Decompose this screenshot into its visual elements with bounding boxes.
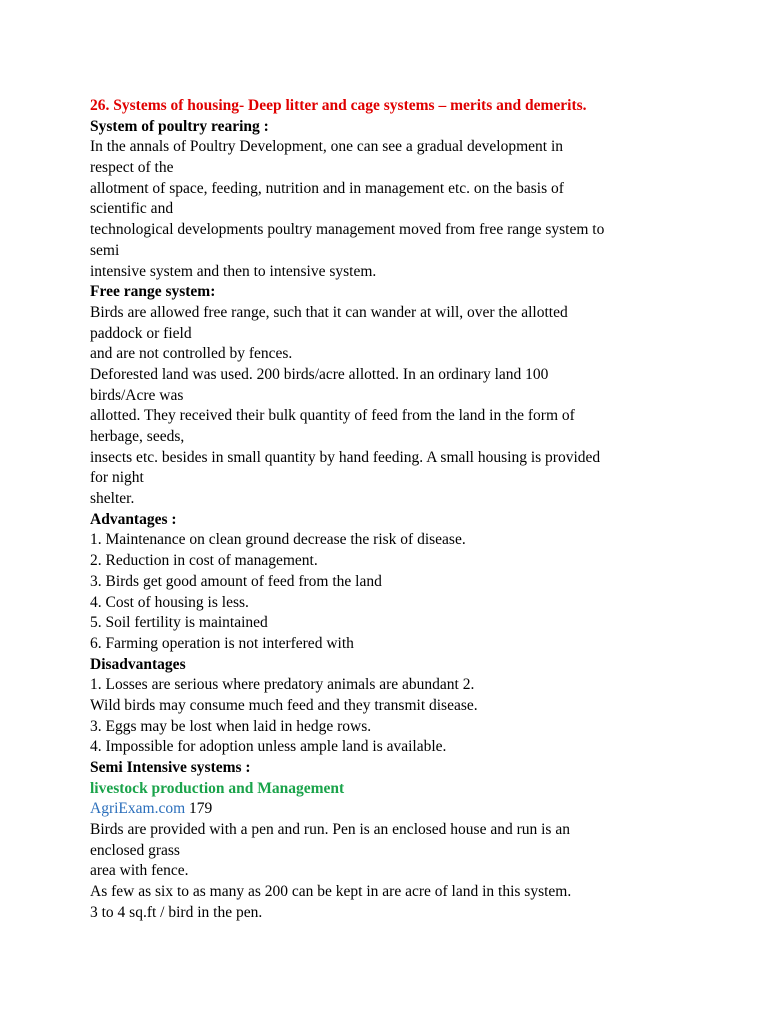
list-item: 6. Farming operation is not interfered with [90, 634, 354, 652]
section-heading-advantages: Advantages : [90, 510, 177, 528]
text-line: scientific and [90, 200, 174, 218]
list-item: 4. Impossible for adoption unless ample land is available. [90, 738, 447, 756]
text-line: and are not controlled by fences. [90, 345, 293, 363]
text-line: area with fence. [90, 862, 189, 880]
text-line: shelter. [90, 490, 135, 508]
list-item: 3. Birds get good amount of feed from the land [90, 572, 382, 590]
document-page [90, 96, 740, 924]
section-heading-poultry-rearing: System of poultry rearing : [90, 117, 269, 135]
text-line: semi [90, 241, 120, 259]
footer-source [90, 799, 740, 820]
text-line: for night [90, 469, 144, 487]
text-line: intensive system and then to intensive system. [90, 262, 377, 280]
page-number: 179 [185, 800, 213, 818]
text-line: In the annals of Poultry Development, one can see a gradual development in [90, 138, 564, 156]
semi-intensive-paragraph [90, 820, 740, 923]
text-line: respect of the [90, 159, 174, 177]
section-heading-free-range: Free range system: [90, 283, 216, 301]
text-line: enclosed grass [90, 841, 180, 859]
text-line: technological developments poultry management moved from free range system to [90, 221, 605, 239]
footer-title: livestock production and Management [90, 779, 345, 797]
list-item: 1. Losses are serious where predatory animals are abundant 2. [90, 676, 475, 694]
text-line: Birds are provided with a pen and run. Pen is an enclosed house and run is an [90, 821, 570, 839]
list-item: 2. Reduction in cost of management. [90, 552, 318, 570]
section-heading-disadvantages: Disadvantages [90, 655, 186, 673]
text-line: As few as six to as many as 200 can be kept in are acre of land in this system. [90, 883, 572, 901]
list-item: 4. Cost of housing is less. [90, 593, 249, 611]
text-line: herbage, seeds, [90, 428, 185, 445]
list-item: 1. Maintenance on clean ground decrease the risk of disease. [90, 531, 466, 549]
list-item: Wild birds may consume much feed and they transmit disease. [90, 696, 478, 714]
disadvantages-list [90, 675, 740, 758]
list-item: 5. Soil fertility is maintained [90, 614, 268, 632]
list-item: 3. Eggs may be lost when laid in hedge rows. [90, 717, 372, 735]
text-line: allotment of space, feeding, nutrition and in management etc. on the basis of [90, 179, 564, 197]
free-range-paragraph [90, 303, 740, 510]
text-line: paddock or field [90, 324, 192, 342]
advantages-list [90, 530, 740, 654]
text-line: Deforested land was used. 200 birds/acre allotted. In an ordinary land 100 [90, 365, 549, 383]
footer-site-link[interactable]: AgriExam.com [90, 800, 186, 818]
text-line: 3 to 4 sq.ft / bird in the pen. [90, 903, 263, 921]
intro-paragraph [90, 137, 740, 282]
text-line: allotted. They received their bulk quantity of feed from the land in the form of [90, 407, 575, 425]
text-line: insects etc. besides in small quantity by hand feeding. A small housing is provided [90, 448, 601, 466]
text-line: birds/Acre was [90, 386, 184, 404]
section-heading-semi-intensive: Semi Intensive systems : [90, 759, 251, 776]
text-line: Birds are allowed free range, such that it can wander at will, over the allotted [90, 303, 568, 321]
document-heading: 26. Systems of housing- Deep litter and cage systems – merits and demerits. [90, 97, 587, 114]
